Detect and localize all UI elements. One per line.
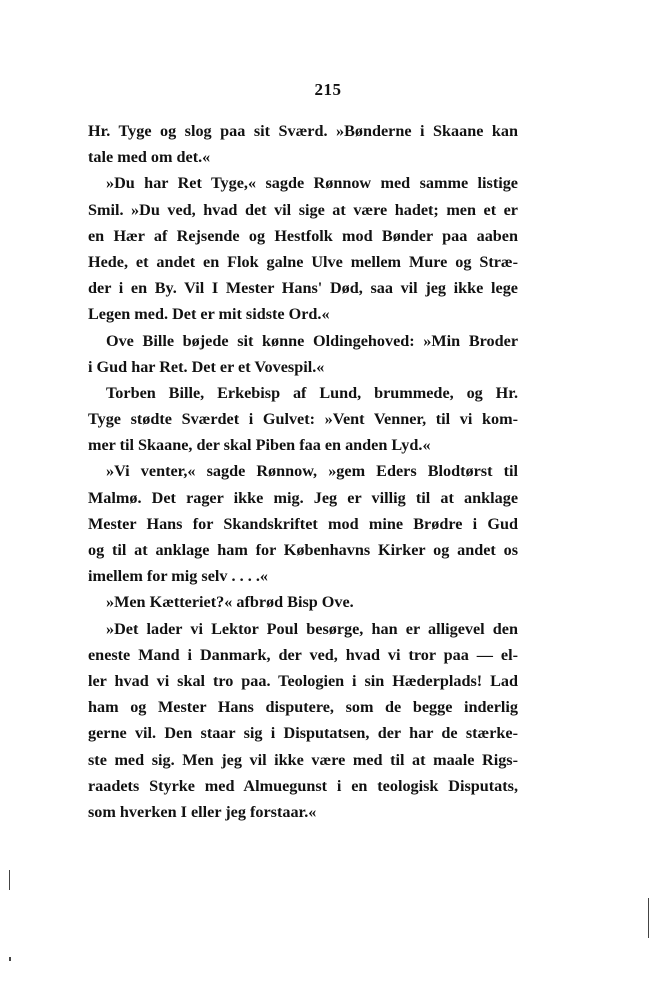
text-line: der i en By. Vil I Mester Hans' Død, saa vil jeg ikke lege bbox=[88, 279, 518, 298]
text-line: Torben Bille, Erkebisp af Lund, brummede, og Hr. bbox=[106, 383, 518, 402]
text-line: og til at anklage ham for Københavns Kirker og andet os bbox=[88, 541, 518, 559]
body-text bbox=[88, 118, 518, 825]
page-number: 215 bbox=[314, 80, 342, 99]
text-line: eneste Mand i Danmark, der ved, hvad vi tror paa — el- bbox=[88, 645, 518, 664]
margin-mark bbox=[648, 898, 649, 938]
text-line: som hverken I eller jeg forstaar.« bbox=[88, 802, 317, 821]
text-line: i Gud har Ret. Det er et Vovespil.« bbox=[88, 357, 325, 376]
text-line: »Du har Ret Tyge,« sagde Rønnow med samme listige bbox=[106, 174, 518, 193]
margin-mark bbox=[9, 870, 10, 890]
text-line: ham og Mester Hans disputere, som de begge inderlig bbox=[88, 698, 518, 717]
text-line: Smil. »Du ved, hvad det vil sige at være hadet; men et er bbox=[88, 200, 518, 219]
text-line: Legen med. Det er mit sidste Ord.« bbox=[88, 305, 330, 324]
text-line: imellem for mig selv . . . .« bbox=[88, 567, 268, 586]
margin-mark bbox=[9, 957, 11, 961]
text-line: Malmø. Det rager ikke mig. Jeg er villig til at anklage bbox=[88, 488, 518, 507]
text-line: »Vi venter,« sagde Rønnow, »gem Eders Blodtørst til bbox=[106, 462, 518, 481]
text-line: Tyge stødte Sværdet i Gulvet: »Vent Venner, til vi kom- bbox=[88, 410, 518, 429]
text-line: Ove Bille bøjede sit kønne Oldingehoved: »Min Broder bbox=[106, 331, 518, 350]
text-line: »Det lader vi Lektor Poul besørge, han er alligevel den bbox=[106, 619, 518, 638]
text-line: raadets Styrke med Almuegunst i en teologisk Disputats, bbox=[88, 776, 518, 795]
text-line: mer til Skaane, der skal Piben faa en anden Lyd.« bbox=[88, 436, 431, 455]
text-line: Hr. Tyge og slog paa sit Sværd. »Bønderne i Skaane kan bbox=[88, 122, 518, 140]
text-line: en Hær af Rejsende og Hestfolk mod Bønder paa aaben bbox=[88, 226, 518, 245]
text-line: Mester Hans for Skandskriftet mod mine Brødre i Gud bbox=[88, 514, 518, 533]
text-line: ler hvad vi skal tro paa. Teologien i sin Hæderplads! Lad bbox=[88, 671, 518, 690]
text-line: tale med om det.« bbox=[88, 148, 211, 167]
text-line: ste med sig. Men jeg vil ikke være med til at maale Rigs- bbox=[88, 750, 518, 769]
text-line: gerne vil. Den staar sig i Disputatsen, der har de stærke- bbox=[88, 724, 518, 743]
text-line: »Men Kætteriet?« afbrød Bisp Ove. bbox=[106, 593, 354, 612]
text-line: Hede, et andet en Flok galne Ulve mellem Mure og Stræ- bbox=[88, 252, 518, 271]
